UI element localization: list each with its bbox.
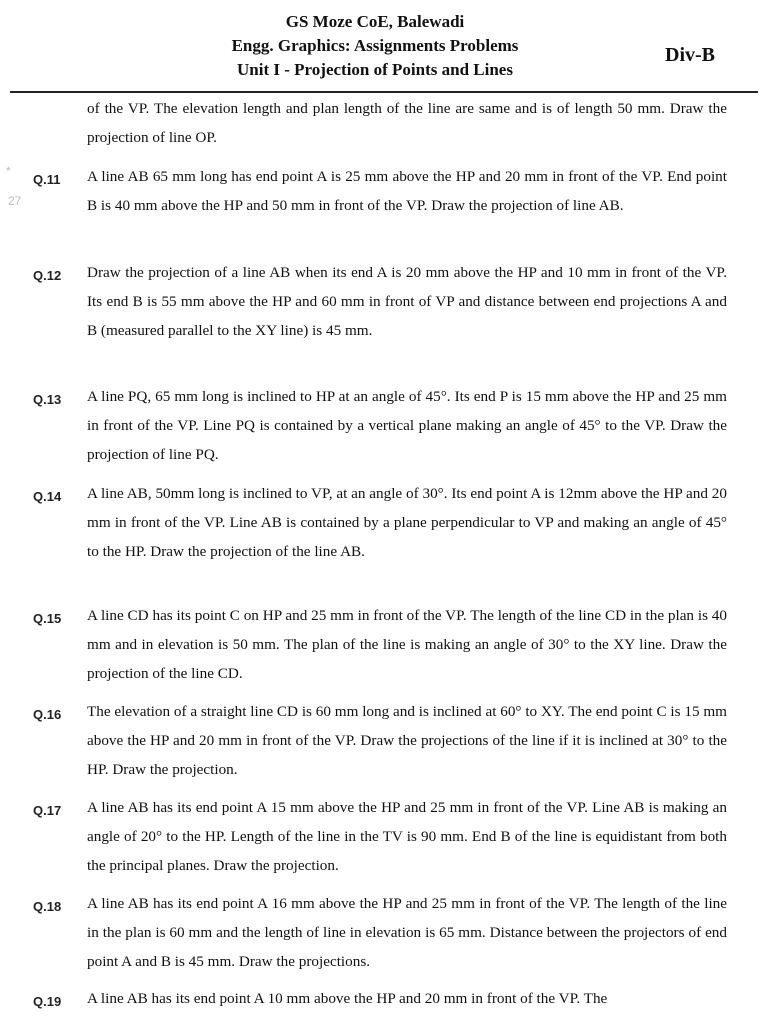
question-number: Q.17 bbox=[33, 803, 62, 818]
question-text: Draw the projection of a line AB when its end A is 20 mm above the HP and 10 mm in front of the VP. Its end B is 55 mm above the HP and 60 mm in front of VP and distance between end projections A and B (measured parallel to the XY line) is 45 mm. bbox=[87, 264, 727, 339]
course-title: Engg. Graphics: Assignments Problems bbox=[231, 36, 519, 55]
document-header bbox=[150, 10, 600, 82]
question-number: Q.18 bbox=[33, 899, 62, 914]
question-text: A line AB has its end point A 10 mm above the HP and 20 mm in front of the VP. The bbox=[87, 990, 608, 1007]
question-number: Q.15 bbox=[33, 611, 62, 626]
question-text: A line AB 65 mm long has end point A is 25 mm above the HP and 20 mm in front of the VP. End point B is 40 mm above the HP and 50 mm in front of the VP. Draw the projection of line AB. bbox=[87, 168, 727, 214]
margin-mark: * bbox=[6, 164, 11, 178]
question-number: Q.13 bbox=[33, 392, 62, 407]
question-text: A line AB, 50mm long is inclined to VP, at an angle of 30°. Its end point A is 12mm above the HP and 20 mm in front of the VP. Line AB is contained by a plane perpendicular to VP and making an angle of 45° to the HP. Draw the projection of the line AB. bbox=[87, 485, 727, 560]
question-number: Q.11 bbox=[33, 172, 61, 187]
question-text: A line PQ, 65 mm long is inclined to HP at an angle of 45°. Its end P is 15 mm above the HP and 25 mm in front of the VP. Line PQ is contained by a vertical plane making an angle of 45° to the VP. Draw the projection of line PQ. bbox=[87, 388, 727, 463]
division-label: Div-B bbox=[665, 44, 715, 66]
margin-mark: 27 bbox=[8, 194, 22, 208]
question-text: A line CD has its point C on HP and 25 mm in front of the VP. The length of the line CD in the plan is 40 mm and in elevation is 50 mm. The plan of the line is making an angle of 30° to the XY line. Draw the projection of the line CD. bbox=[87, 607, 727, 682]
unit-title: Unit I - Projection of Points and Lines bbox=[237, 60, 513, 79]
question-text: The elevation of a straight line CD is 60 mm long and is inclined at 60° to XY. The end point C is 15 mm above the HP and 20 mm in front of the VP. Draw the projections of the line if it is inclined at 30° to the HP. Draw the projection. bbox=[87, 703, 727, 778]
college-name: GS Moze CoE, Balewadi bbox=[285, 12, 465, 31]
question-number: Q.12 bbox=[33, 268, 62, 283]
question-number: Q.16 bbox=[33, 707, 62, 722]
header-divider bbox=[10, 91, 758, 93]
question-text: A line AB has its end point A 15 mm above the HP and 25 mm in front of the VP. Line AB is making an angle of 20° to the HP. Length of the line in the TV is 90 mm. End B of the line is equidistant from both the principal planes. Draw the projection. bbox=[87, 799, 727, 874]
continued-question-text: of the VP. The elevation length and plan length of the line are same and is of length 50 mm. Draw the projection of line OP. bbox=[87, 100, 727, 146]
question-number: Q.19 bbox=[33, 994, 62, 1009]
question-text: A line AB has its end point A 16 mm above the HP and 25 mm in front of the VP. The length of the line in the plan is 60 mm and the length of line in elevation is 65 mm. Distance between the projectors of end point A and B is 45 mm. Draw the projections. bbox=[87, 895, 727, 970]
question-number: Q.14 bbox=[33, 489, 62, 504]
